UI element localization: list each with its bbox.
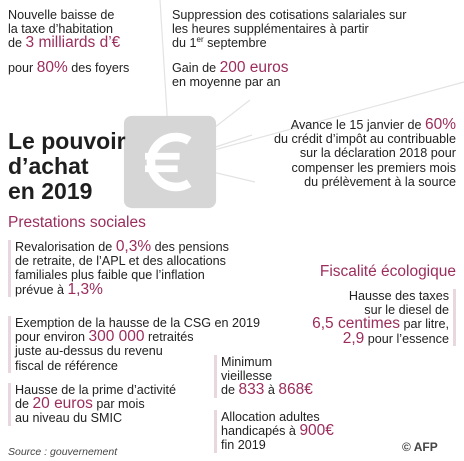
text-segment: de [15,397,33,412]
text-line: de retraite, de l’APL et des allocations [15,254,226,269]
activity-bonus-block [8,383,176,426]
text-segment: Revalorisation de [15,240,116,254]
text-line [15,240,229,254]
text-line: la taxe d’habitation [8,22,114,37]
text-line [172,36,407,50]
highlight-amount: 0,3% [115,238,152,255]
text-line: fin 2019 [221,438,266,453]
text-line: fiscal de référence [15,358,118,373]
overtime-block [172,8,407,89]
highlight-amount: 2,9 [342,329,365,347]
text-line [221,383,313,397]
text-segment: par mois [92,397,145,412]
text-line: les heures supplémentaires à partir [172,22,369,37]
text-line [312,317,449,331]
text-line: Minimum [221,355,273,369]
text-segment: pour [8,60,37,75]
text-segment: à [264,383,279,398]
highlight-amount: 200 euros [219,58,289,76]
text-line [8,36,129,50]
highlight-amount: 80% [36,58,68,76]
text-line [15,330,260,344]
text-segment: retraités [144,330,194,345]
highlight-amount: 3 milliards d’€ [25,34,121,52]
text-line: sur la déclaration 2018 pour [299,146,456,161]
text-line: Hausse des taxes [348,289,449,303]
minimum-pension-block [214,355,313,398]
highlight-amount: 1,3% [67,280,103,298]
text-line [274,118,456,132]
text-segment: pour l’essence [364,331,449,346]
highlight-amount: 6,5 centimes [312,315,400,333]
text-segment: septembre [203,36,267,51]
text-line [172,58,407,76]
section-title-social: Prestations sociales [8,214,146,231]
text-segment: par litre, [400,317,449,332]
text-line [221,424,334,438]
text-line [8,58,130,76]
superscript: er [196,35,204,45]
title-line: d’achat [8,153,89,179]
text-segment: Avance le 15 janvier de [290,118,425,132]
highlight-amount: 868€ [278,381,313,399]
text-line: en moyenne par an [172,74,281,89]
source-note: Source : gouvernement [8,446,118,458]
text-line [15,280,229,298]
text-line: du crédit d’impôt au contribuable [273,132,456,147]
text-line: Nouvelle baisse de [8,8,115,22]
text-segment: des pensions [151,240,229,254]
text-segment: pour environ [15,330,89,345]
tax-credit-block [274,118,456,189]
text-segment: Gain de [172,60,220,75]
text-segment: des foyers [67,60,130,75]
text-line: Allocation adultes [221,410,320,424]
text-line: au niveau du SMIC [15,411,123,426]
text-segment: de [221,383,239,398]
text-line: vieillesse [221,369,273,384]
text-segment: handicapés à [221,424,300,439]
page-title [8,129,126,204]
highlight-amount: 20 euros [32,395,93,413]
disability-allowance-block [214,410,334,453]
text-segment: de [8,36,26,51]
text-line: juste au-dessus du revenu [15,344,163,359]
title-line: en 2019 [8,178,93,204]
title-line: Le pouvoir [8,128,126,154]
text-line: Hausse de la prime d’activité [15,383,176,397]
text-line [312,329,449,347]
highlight-amount: 833 [238,381,265,399]
text-line: du prélèvement à la source [304,174,456,189]
highlight-amount: 900€ [299,422,334,440]
text-segment: prévue à [15,282,68,297]
text-line: Suppression des cotisations salariales sur [172,8,407,22]
text-line [15,397,176,411]
text-line: Exemption de la hausse de la CSG en 2019 [15,316,261,330]
text-segment: du 1 [172,36,197,51]
section-title-ecology: Fiscalité écologique [319,263,456,280]
revaluation-block [8,240,229,297]
highlight-amount: 60% [424,116,456,133]
diesel-tax-block [312,289,456,346]
afp-logo: © AFP [402,440,438,454]
text-line: familiales plus faible que l’inflation [15,268,205,283]
text-line: sur le diesel de [364,303,449,318]
text-line: compenser les premiers mois [291,160,456,175]
housing-tax-block [8,8,129,75]
highlight-amount: 300 000 [88,328,145,346]
euro-icon [122,114,218,210]
